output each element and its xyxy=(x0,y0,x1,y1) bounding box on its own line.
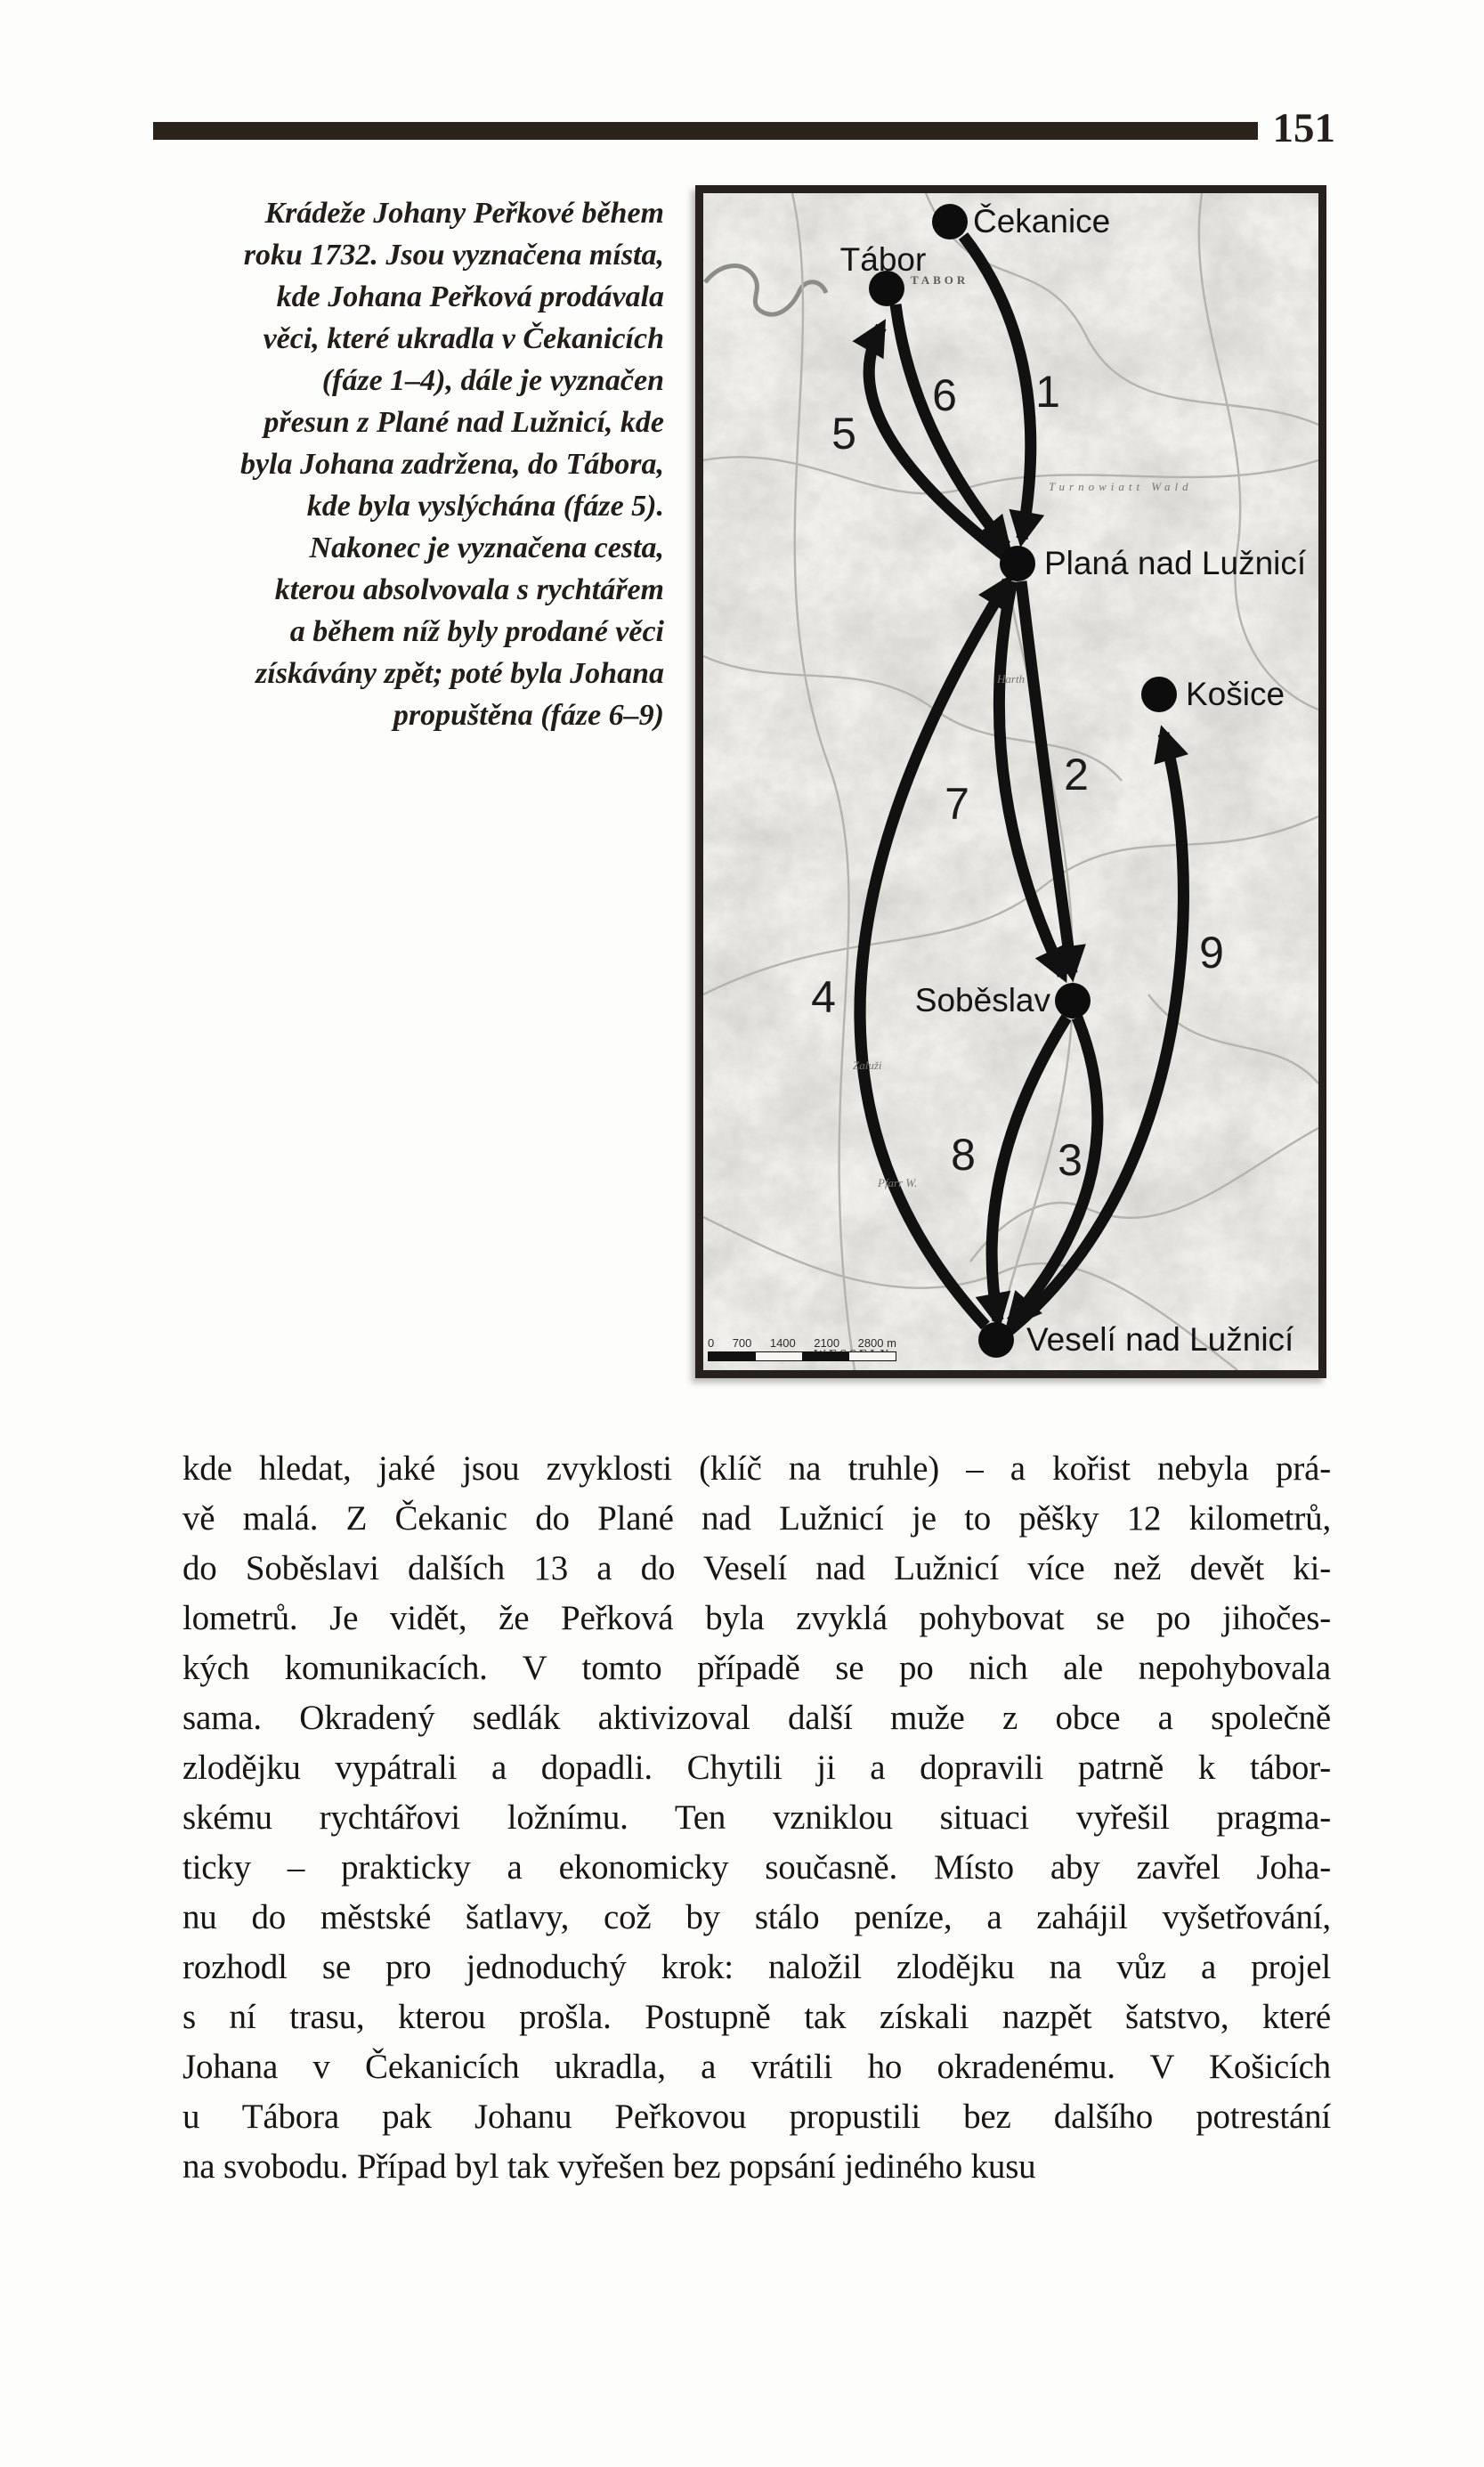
caption-line: Krádeže Johany Peřkové během xyxy=(264,197,664,230)
phase-number-8: 8 xyxy=(951,1130,976,1180)
body-line: na svobodu. Případ byl tak vyřešen bez popsání jediného kusu xyxy=(182,2147,1036,2186)
body-paragraph xyxy=(182,1444,1331,2192)
city-dot-veseli xyxy=(978,1322,1014,1358)
map-grain-texture xyxy=(703,193,1318,1370)
caption-line: roku 1732. Jsou vyznačena místa, xyxy=(243,239,664,272)
caption-line: přesun z Plané nad Lužnicí, kde xyxy=(264,406,664,439)
scale-tick: 2100 xyxy=(814,1336,840,1350)
map-label-veseli: Veselí nad Lužnicí xyxy=(1026,1321,1294,1358)
caption-line: byla Johana zadržena, do Tábora, xyxy=(239,448,664,481)
phase-number-6: 6 xyxy=(932,370,957,420)
map-label-cekanice: Čekanice xyxy=(973,203,1111,239)
phase-number-5: 5 xyxy=(831,409,856,459)
city-dot-plana xyxy=(1000,546,1035,581)
map-texture-label: Zaluži xyxy=(853,1059,882,1072)
map-scale-segments xyxy=(708,1351,896,1361)
body-line: kých komunikacích. V tomto případě se po nich ale nepohybovala xyxy=(182,1649,1331,1687)
body-line: vě malá. Z Čekanic do Plané nad Lužnicí je to pěšky 12 kilometrů, xyxy=(182,1499,1331,1538)
map-canvas xyxy=(703,193,1318,1370)
caption-line: (fáze 1–4), dále je vyznačen xyxy=(321,364,664,397)
map-label-tabor: Tábor xyxy=(839,241,927,278)
scale-tick: 0 xyxy=(708,1336,715,1350)
map-scale-ticks xyxy=(708,1336,896,1350)
map-texture-label: Harth xyxy=(997,672,1026,686)
body-line: nu do městské šatlavy, což by stálo peníze, a zahájil vyšetřování, xyxy=(182,1898,1331,1936)
map-texture-label: Pfarr W. xyxy=(878,1176,918,1189)
scale-tick: 700 xyxy=(732,1336,752,1350)
scale-tick: 1400 xyxy=(769,1336,796,1350)
map-scale-bar xyxy=(708,1336,896,1361)
header-rule xyxy=(153,122,1258,140)
caption-line: věci, které ukradla v Čekanicích xyxy=(263,322,664,355)
body-line: skému rychtářovi ložnímu. Ten vzniklou situaci vyřešil pragma- xyxy=(182,1798,1331,1837)
phase-number-3: 3 xyxy=(1058,1135,1083,1185)
phase-number-1: 1 xyxy=(1035,367,1060,417)
phase-number-7: 7 xyxy=(945,779,969,829)
body-line: u Tábora pak Johanu Peřkovou propustili bez dalšího potrestání xyxy=(182,2098,1331,2136)
body-line: ticky – prakticky a ekonomicky současně. Místo aby zavřel Joha- xyxy=(182,1848,1331,1887)
phase-number-2: 2 xyxy=(1064,750,1089,799)
map-label-plana: Planá nad Lužnicí xyxy=(1044,545,1307,581)
map-label-kosice: Košice xyxy=(1186,676,1285,712)
figure-caption xyxy=(105,192,664,736)
caption-line: kde Johana Peřková prodávala xyxy=(276,280,664,313)
caption-line: propuštěna (fáze 6–9) xyxy=(393,699,664,732)
map-texture-label: TABOR xyxy=(911,273,969,287)
city-dot-sobeslav xyxy=(1055,983,1091,1018)
map-texture-label: Turnowiatt Wald xyxy=(1049,480,1193,493)
caption-line: kde byla vyslýchána (fáze 5). xyxy=(306,490,664,523)
body-line: s ní trasu, kterou prošla. Postupně tak získali nazpět šatstvo, které xyxy=(182,1998,1331,2036)
body-line: sama. Okradený sedlák aktivizoval další muže z obce a společně xyxy=(182,1699,1331,1737)
phase-number-9: 9 xyxy=(1199,928,1224,978)
body-line: kde hledat, jaké jsou zvyklosti (klíč na truhle) – a kořist nebyla prá- xyxy=(182,1449,1331,1488)
body-line: zlodějku vypátrali a dopadli. Chytili ji a dopravili patrně k tábor- xyxy=(182,1749,1331,1787)
caption-line: a během níž byly prodané věci xyxy=(289,615,664,648)
phase-number-4: 4 xyxy=(811,972,836,1022)
page-number: 151 xyxy=(1272,105,1335,151)
body-line: rozhodl se pro jednoduchý krok: naložil zlodějku na vůz a projel xyxy=(182,1948,1331,1986)
body-line: do Soběslavi dalších 13 a do Veselí nad Lužnicí více než devět ki- xyxy=(182,1549,1331,1587)
city-dot-cekanice xyxy=(932,204,968,239)
scale-tick-end: 2800 m xyxy=(857,1336,896,1350)
body-line: lometrů. Je vidět, že Peřková byla zvyklá pohybovat se po jihočes- xyxy=(182,1599,1331,1637)
caption-line: kterou absolvovala s rychtářem xyxy=(274,573,664,606)
caption-line: získávány zpět; poté byla Johana xyxy=(255,657,664,690)
caption-line: Nakonec je vyznačena cesta, xyxy=(309,532,664,564)
route-map-figure xyxy=(695,185,1326,1378)
body-line: Johana v Čekanicích ukradla, a vrátili ho okradenému. V Košicích xyxy=(182,2048,1331,2086)
map-label-sobeslav: Soběslav xyxy=(914,982,1050,1018)
map-artwork xyxy=(703,193,1318,1370)
city-dot-kosice xyxy=(1141,677,1177,712)
